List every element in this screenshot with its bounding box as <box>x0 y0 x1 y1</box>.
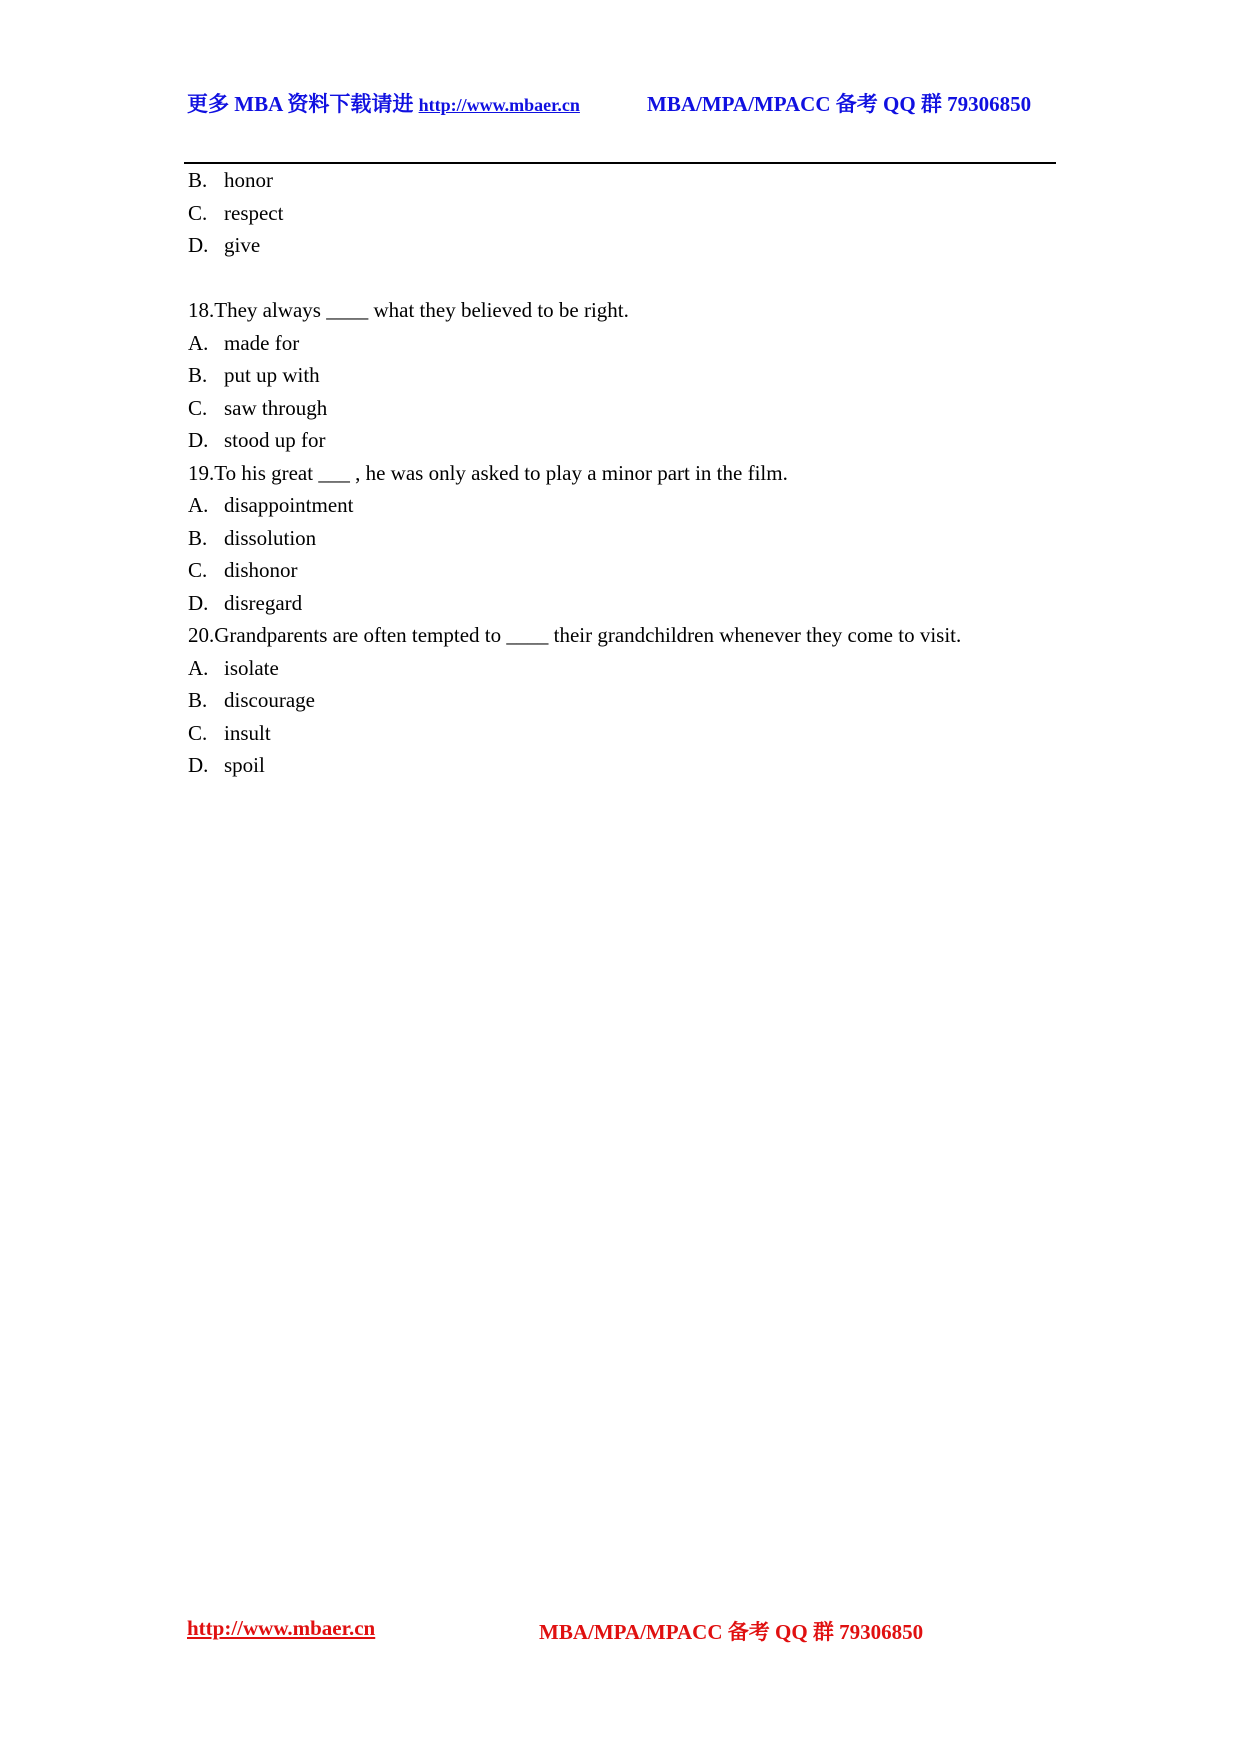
page-header <box>187 88 1057 120</box>
footer-link[interactable]: http://www.mbaer.cn <box>187 1616 376 1640</box>
option-line: C. respect <box>188 200 284 225</box>
option-line: C. saw through <box>188 395 328 420</box>
option-line: A. isolate <box>188 655 279 680</box>
question-18-stem: 18.They always ____ what they believed to be right. <box>188 298 629 322</box>
option-line: A. disappointment <box>188 493 354 517</box>
document-body <box>188 164 1068 782</box>
option-line: D. give <box>188 233 261 257</box>
option-line: B. dissolution <box>188 525 317 550</box>
option-line: C. insult <box>188 720 271 745</box>
question-19-stem: 19.To his great ___ , he was only asked to play a minor part in the film. <box>188 460 788 485</box>
header-left <box>187 88 580 118</box>
question-20-stem: 20.Grandparents are often tempted to ____ their grandchildren whenever they come to visit. <box>188 623 962 647</box>
footer-qq-group: MBA/MPA/MPACC 备考 QQ 群 79306850 <box>539 1620 924 1644</box>
header-promo-text: 更多 MBA 资料下载请进 <box>187 92 414 116</box>
page-footer <box>187 1616 1057 1648</box>
option-line: B. discourage <box>188 688 315 712</box>
spacer <box>188 262 1068 295</box>
option-line: B. honor <box>188 168 273 192</box>
option-line: B. put up with <box>188 363 320 387</box>
option-line: C. dishonor <box>188 558 298 582</box>
option-line: D. disregard <box>188 590 303 615</box>
header-qq-group: MBA/MPA/MPACC 备考 QQ 群 79306850 <box>647 92 1032 116</box>
option-line: A. made for <box>188 330 300 355</box>
header-link[interactable]: http://www.mbaer.cn <box>418 95 580 115</box>
option-line: D. spoil <box>188 753 265 777</box>
option-line: D. stood up for <box>188 428 326 452</box>
